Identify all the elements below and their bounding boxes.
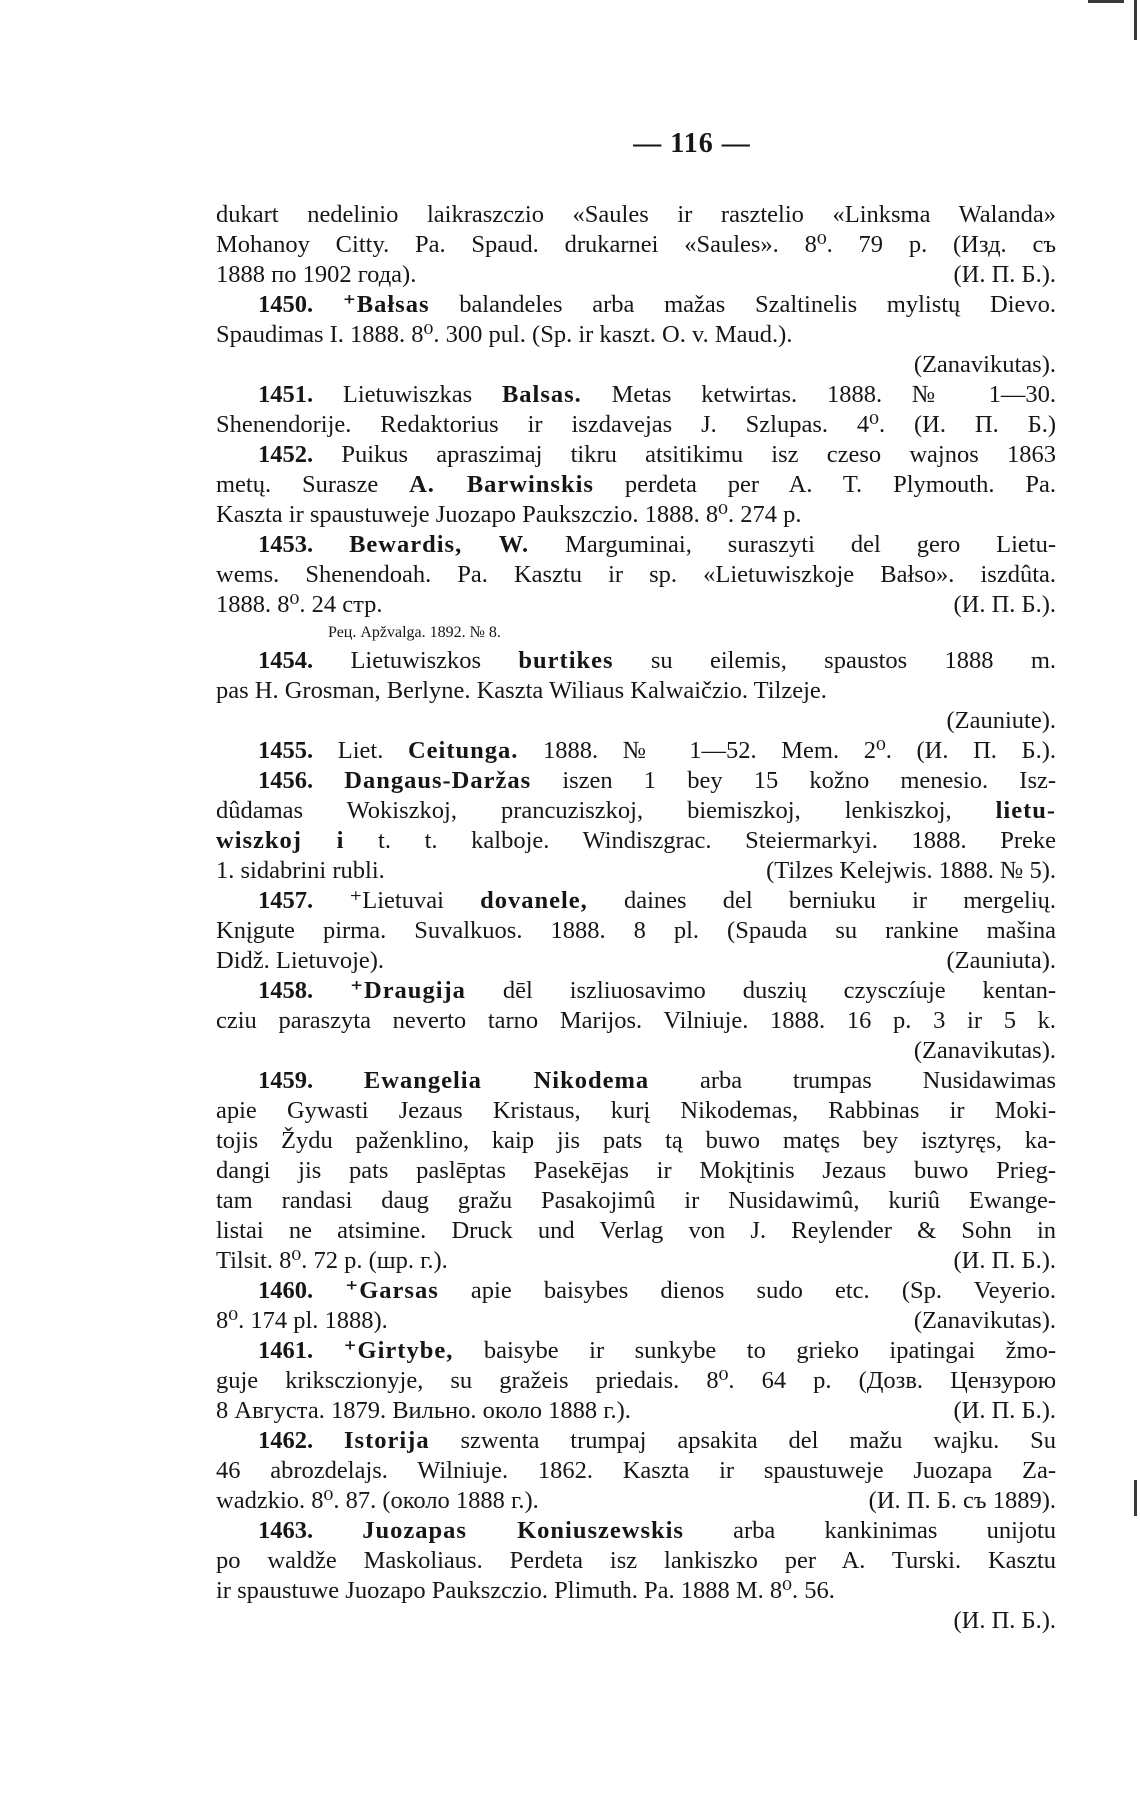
bold-title: lietu- bbox=[995, 797, 1057, 824]
text-line bbox=[216, 1006, 1056, 1036]
entry-number: 1462. bbox=[258, 1427, 314, 1454]
bold-title: Ceitunga. bbox=[407, 737, 519, 764]
text-segment: szwenta trumpaj apsakita del mažu wajku. Su bbox=[460, 1427, 1057, 1454]
line-left bbox=[216, 590, 382, 620]
entry-number: 1460. bbox=[258, 1277, 314, 1304]
text-segment: Shenendorije. Redaktorius ir iszdavejas J. Szlupas. 4⁰. (И. П. Б.) bbox=[216, 411, 1056, 438]
text-segment: 1. sidabrini rubli. bbox=[216, 857, 385, 884]
text-segment: pas H. Grosman, Berlyne. Kaszta Wiliaus Kalwaičzio. Tilzeje. bbox=[216, 677, 827, 704]
entry-number: 1453. bbox=[258, 531, 314, 558]
text-segment: dangi jis pats paslēptas Pasekējas ir Mokįtinis Jezaus buwo Prieg- bbox=[216, 1157, 1056, 1184]
entry-number: 1452. bbox=[258, 441, 314, 468]
text-segment: iszen 1 bey 15 kožno menesio. Isz- bbox=[562, 767, 1057, 794]
text-line bbox=[216, 856, 1056, 886]
text-segment: metų. Surasze bbox=[216, 471, 379, 498]
text-line bbox=[216, 1426, 1056, 1456]
text-line bbox=[216, 470, 1056, 500]
text-line bbox=[216, 886, 1056, 916]
body-text bbox=[216, 200, 1056, 1636]
right-reference: (И. П. Б.). bbox=[953, 1247, 1056, 1274]
bold-title: Bewardis, W. bbox=[349, 531, 530, 558]
line-left bbox=[216, 1396, 631, 1426]
text-segment: Puikus apraszimaj tikru atsitikimu isz czeso wajnos 1863 bbox=[341, 441, 1056, 468]
scan-edge-mark-right-lower bbox=[1134, 1480, 1137, 1516]
text-segment: (Zanavikutas). bbox=[913, 351, 1056, 378]
text-line bbox=[216, 560, 1056, 590]
text-segment: balandeles arba mažas Szaltinelis mylistų Dievo. bbox=[459, 291, 1057, 318]
text-segment: apie Gywasti Jezaus Kristaus, kurį Nikodemas, Rabbinas ir Moki- bbox=[216, 1097, 1056, 1124]
right-reference: (И. П. Б. съ 1889). bbox=[868, 1487, 1056, 1514]
text-line bbox=[216, 796, 1056, 826]
text-line bbox=[216, 1546, 1056, 1576]
text-line bbox=[216, 1246, 1056, 1276]
text-segment: dukart nedelinio laikraszczio «Saules ir rasztelio «Linksma Walanda» bbox=[216, 201, 1056, 228]
entry-number: 1450. bbox=[258, 291, 314, 318]
text-segment: wems. Shenendoah. Pa. Kasztu ir sp. «Lietuwiszkoje Bałso». iszdûta. bbox=[216, 561, 1056, 588]
line-left bbox=[216, 946, 384, 976]
bold-title: ⁺Bałsas bbox=[342, 291, 430, 318]
text-line bbox=[216, 620, 1056, 646]
text-line bbox=[216, 440, 1056, 470]
document-page bbox=[216, 128, 1056, 1636]
text-line bbox=[216, 1336, 1056, 1366]
text-segment: dûdamas Wokiszkoj, prancuziszkoj, biemiszkoj, lenkiszkoj, bbox=[216, 797, 952, 824]
text-segment: guje kriksczionyje, su gražeis priedais. 8⁰. 64 p. (Дозв. Цензурою bbox=[216, 1367, 1056, 1394]
text-segment: arba kankinimas unijotu bbox=[733, 1517, 1056, 1544]
text-line bbox=[216, 1036, 1056, 1066]
entry-number: 1461. bbox=[258, 1337, 314, 1364]
text-line bbox=[216, 1156, 1056, 1186]
text-segment: po waldže Maskoliaus. Perdeta isz lankiszko per A. Turski. Kasztu bbox=[216, 1547, 1056, 1574]
text-line bbox=[216, 1306, 1056, 1336]
bold-title: Juozapas Koniuszewskis bbox=[362, 1517, 684, 1544]
text-line bbox=[216, 1186, 1056, 1216]
text-segment: listai ne atsimine. Druck und Verlag von J. Reylender & Sohn in bbox=[216, 1217, 1056, 1244]
text-line bbox=[216, 260, 1056, 290]
text-segment: 1888 по 1902 года). bbox=[216, 261, 417, 288]
text-segment: Knįgute pirma. Suvalkuos. 1888. 8 pl. (Spauda su rankine mašina bbox=[216, 917, 1056, 944]
right-reference: (И. П. Б.). bbox=[953, 261, 1056, 288]
text-segment: 46 abrozdelajs. Wilniuje. 1862. Kaszta ir spaustuweje Juozapa Za- bbox=[216, 1457, 1056, 1484]
text-segment: Kaszta ir spaustuweje Juozapo Paukszczio. 1888. 8⁰. 274 p. bbox=[216, 501, 802, 528]
scan-edge-mark-top bbox=[1088, 0, 1124, 3]
text-line bbox=[216, 530, 1056, 560]
bold-title: Balsas. bbox=[501, 381, 582, 408]
text-segment: Mohanoy Citty. Pa. Spaud. drukarnei «Saules». 8⁰. 79 p. (Изд. съ bbox=[216, 231, 1056, 258]
text-line bbox=[216, 1126, 1056, 1156]
text-segment: Lietuwiszkas bbox=[342, 381, 473, 408]
text-line bbox=[216, 826, 1056, 856]
text-segment: (Zanavikutas). bbox=[913, 1037, 1056, 1064]
text-line bbox=[216, 1216, 1056, 1246]
text-segment: apie baisybes dienos sudo etc. (Sp. Veyerio. bbox=[470, 1277, 1057, 1304]
bold-title: Dangaus-Daržas bbox=[344, 767, 532, 794]
text-line bbox=[216, 946, 1056, 976]
line-left bbox=[216, 1486, 539, 1516]
text-segment: dēl iszliuosavimo duszių czysczíuje kentan- bbox=[502, 977, 1057, 1004]
text-line bbox=[216, 976, 1056, 1006]
text-segment: cziu paraszyta neverto tarno Marijos. Vilniuje. 1888. 16 p. 3 ir 5 k. bbox=[216, 1007, 1056, 1034]
text-segment-2: 1888. № 1—52. Mem. 2⁰. (И. П. Б.). bbox=[543, 737, 1057, 764]
text-segment: Didž. Lietuvoje). bbox=[216, 947, 385, 974]
text-line bbox=[216, 200, 1056, 230]
text-line bbox=[216, 290, 1056, 320]
text-segment: Рец. Apžvalga. 1892. № 8. bbox=[328, 624, 501, 641]
scan-edge-mark-right bbox=[1134, 0, 1137, 40]
text-line bbox=[216, 320, 1056, 350]
entry-number: 1451. bbox=[258, 381, 314, 408]
text-segment-2: Metas ketwirtas. 1888. № 1—30. bbox=[611, 381, 1057, 408]
entry-number: 1457. bbox=[258, 887, 314, 914]
text-line bbox=[216, 916, 1056, 946]
text-line bbox=[216, 646, 1056, 676]
line-left bbox=[216, 856, 385, 886]
page-number: — 116 — bbox=[633, 128, 751, 159]
bold-title: Istorija bbox=[344, 1427, 430, 1454]
right-reference: (И. П. Б.). bbox=[953, 1397, 1056, 1424]
text-line bbox=[216, 1516, 1056, 1546]
right-reference: (И. П. Б.). bbox=[953, 591, 1056, 618]
right-reference: (Zanavikutas). bbox=[913, 1307, 1056, 1334]
text-line bbox=[216, 350, 1056, 380]
text-segment: ⁺Lietuvai bbox=[349, 887, 444, 914]
bold-title: Ewangelia Nikodema bbox=[363, 1067, 650, 1094]
text-segment: 1888. 8⁰. 24 стр. bbox=[216, 591, 383, 618]
text-segment: arba trumpas Nusidawimas bbox=[699, 1067, 1057, 1094]
text-segment-2: daines del berniuku ir mergelių. bbox=[623, 887, 1057, 914]
text-line bbox=[216, 590, 1056, 620]
text-segment: Marguminai, suraszyti del gero Lietu- bbox=[565, 531, 1057, 558]
entry-number: 1455. bbox=[258, 737, 314, 764]
text-segment: Tilsit. 8⁰. 72 p. (шр. г.). bbox=[216, 1247, 448, 1274]
text-segment-2: perdeta per A. T. Plymouth. Pa. bbox=[624, 471, 1057, 498]
text-segment: Spaudimas I. 1888. 8⁰. 300 pul. (Sp. ir kaszt. O. v. Maud.). bbox=[216, 321, 793, 348]
text-segment: wadzkio. 8⁰. 87. (около 1888 г.). bbox=[216, 1487, 539, 1514]
text-line bbox=[216, 1576, 1056, 1606]
line-left bbox=[216, 1246, 448, 1276]
bold-title: dovanele, bbox=[480, 887, 588, 914]
text-line bbox=[216, 766, 1056, 796]
text-line bbox=[216, 1096, 1056, 1126]
text-segment: tam randasi daug gražu Pasakojimû ir Nusidawimû, kuriû Ewange- bbox=[216, 1187, 1056, 1214]
text-line bbox=[216, 380, 1056, 410]
text-segment: baisybe ir sunkybe to grieko ipatingai žmo- bbox=[483, 1337, 1056, 1364]
text-segment: (Zauniute). bbox=[946, 707, 1056, 734]
text-line bbox=[216, 736, 1056, 766]
bold-title: ⁺Girtybe, bbox=[343, 1337, 454, 1364]
text-line bbox=[216, 1456, 1056, 1486]
right-reference: (Zauniuta). bbox=[946, 947, 1056, 974]
bold-title: ⁺Draugija bbox=[350, 977, 466, 1004]
text-segment: 8⁰. 174 pl. 1888). bbox=[216, 1307, 388, 1334]
text-segment: 8 Августа. 1879. Вильно. около 1888 г.). bbox=[216, 1397, 631, 1424]
line-left bbox=[216, 1306, 388, 1336]
text-line bbox=[216, 230, 1056, 260]
text-line bbox=[216, 706, 1056, 736]
entry-number: 1463. bbox=[258, 1517, 314, 1544]
text-line bbox=[216, 1486, 1056, 1516]
text-line bbox=[216, 1066, 1056, 1096]
text-segment: tojis Žydu paženklino, kaip jis pats tą buwo matęs bey isztyręs, ka- bbox=[216, 1127, 1056, 1154]
text-segment-2: su eilemis, spaustos 1888 m. bbox=[650, 647, 1056, 674]
entry-number: 1458. bbox=[258, 977, 314, 1004]
text-line bbox=[216, 1396, 1056, 1426]
text-line bbox=[216, 1366, 1056, 1396]
line-left bbox=[216, 260, 416, 290]
bold-title: burtikes bbox=[518, 647, 614, 674]
entry-number: 1454. bbox=[258, 647, 314, 674]
bold-title: ⁺Garsas bbox=[345, 1277, 439, 1304]
text-segment: ir spaustuwe Juozapo Paukszczio. Plimuth. Pa. 1888 M. 8⁰. 56. bbox=[216, 1577, 835, 1604]
text-segment: t. t. kalboje. Windiszgrac. Steiermarkyi. 1888. Preke bbox=[378, 827, 1057, 854]
text-line bbox=[216, 676, 1056, 706]
text-line bbox=[216, 1276, 1056, 1306]
text-line bbox=[216, 410, 1056, 440]
text-segment: Liet. bbox=[337, 737, 384, 764]
text-line bbox=[216, 500, 1056, 530]
entry-number: 1456. bbox=[258, 767, 314, 794]
right-reference: (Tilzes Kelejwis. 1888. № 5). bbox=[766, 857, 1056, 884]
text-segment: (И. П. Б.). bbox=[953, 1607, 1056, 1634]
text-line bbox=[216, 1606, 1056, 1636]
bold-title: A. Barwinskis bbox=[409, 471, 594, 498]
text-segment: Lietuwiszkos bbox=[350, 647, 482, 674]
entry-number: 1459. bbox=[258, 1067, 314, 1094]
bold-title: wiszkoj i bbox=[216, 827, 345, 854]
